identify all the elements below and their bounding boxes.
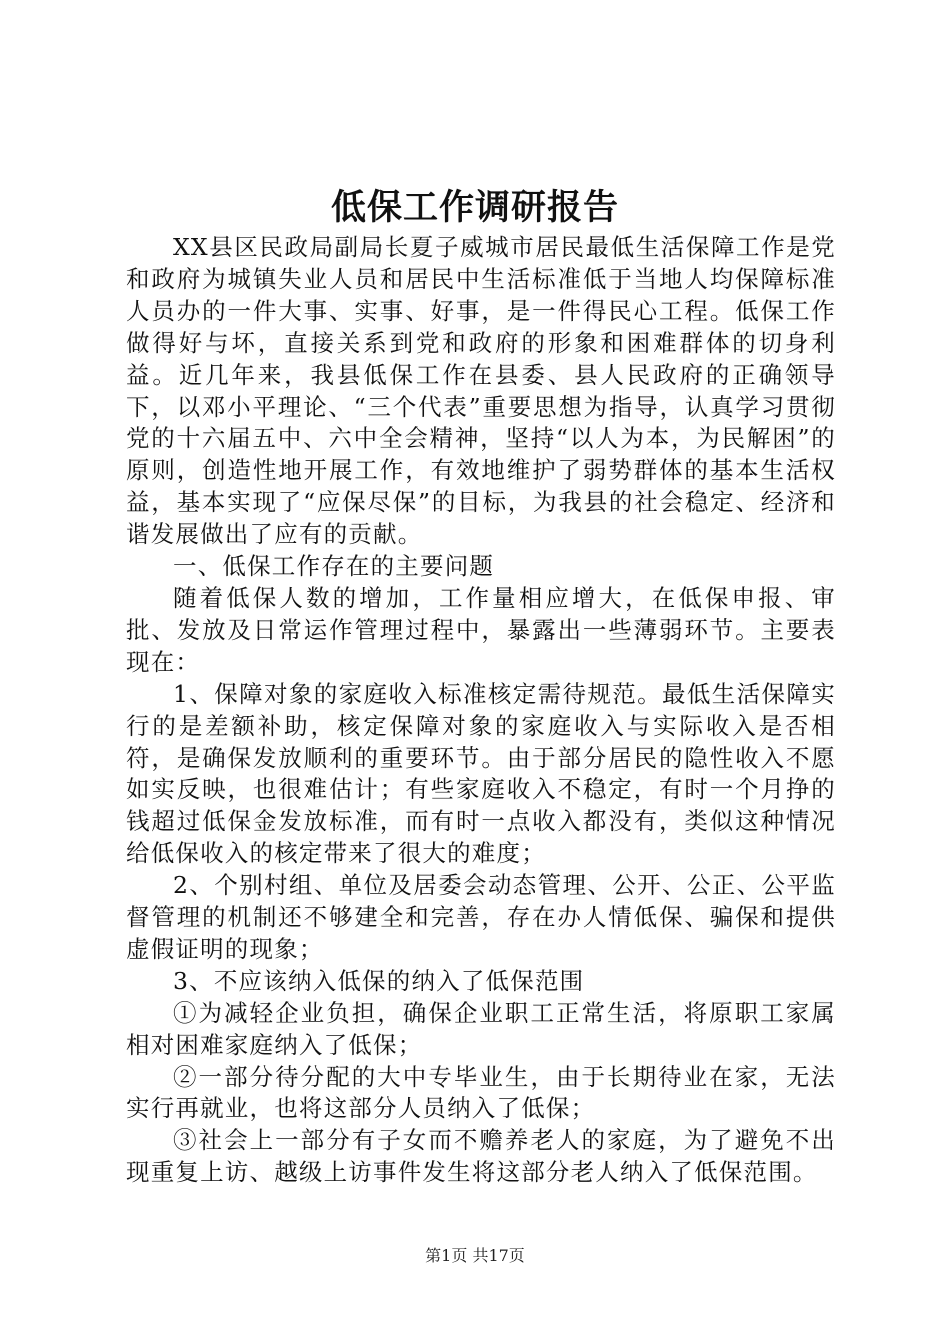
paragraph-item-2: 2、个别村组、单位及居委会动态管理、公开、公正、公平监督管理的机制还不够建全和完善，存在办人情低保、骗保和提供虚假证明的现象； <box>126 871 836 963</box>
document-title: 低保工作调研报告 <box>330 187 619 228</box>
paragraph-overview: 随着低保人数的增加，工作量相应增大，在低保申报、审批、发放及日常运作管理过程中，暴露出一些薄弱环节。主要表现在： <box>126 583 836 676</box>
paragraph-item-3: 3、不应该纳入低保的纳入了低保范围 <box>173 966 585 995</box>
paragraph-subitem-2: ②一部分待分配的大中专毕业生，由于长期待业在家，无法实行再就业，也将这部分人员纳入了低保； <box>126 1062 836 1123</box>
paragraph-subitem-3: ③社会上一部分有子女而不赡养老人的家庭，为了避免不出现重复上访、越级上访事件发生将这部分老人纳入了低保范围。 <box>126 1126 836 1187</box>
section-heading-problems: 一、低保工作存在的主要问题 <box>173 552 495 581</box>
page-number-footer: 第1页 共17页 <box>425 1246 525 1265</box>
paragraph-intro: XX县区民政局副局长夏子威城市居民最低生活保障工作是党和政府为城镇失业人员和居民中生活标准低于当地人均保障标准人员办的一件大事、实事、好事，是一件得民心工程。低保工作做得好与坏，直接关系到党和政府的形象和困难群体的切身利益。近几年来，我县低保工作在县委、县人民政府的正确领导下，以邓小平理论、“三个代表”重要思想为指导，认真学习贯彻党的十六届五中、六中全会精神，坚持“以人为本，为民解困”的原则，创造性地开展工作，有效地维护了弱势群体的基本生活权益，基本实现了“应保尽保”的目标，为我县的社会稳定、经济和谐发展做出了应有的贡献。 <box>126 233 836 549</box>
paragraph-item-1: 1、保障对象的家庭收入标准核定需待规范。最低生活保障实行的是差额补助，核定保障对象的家庭收入与实际收入是否相符，是确保发放顺利的重要环节。由于部分居民的隐性收入不愿如实反映，也很难估计；有些家庭收入不稳定，有时一个月挣的钱超过低保金发放标准，而有时一点收入都没有，类似这种情况给低保收入的核定带来了很大的难度； <box>126 679 836 868</box>
document-body <box>126 232 836 1189</box>
paragraph-subitem-1: ①为减轻企业负担，确保企业职工正常生活，将原职工家属相对困难家庭纳入了低保； <box>126 998 836 1059</box>
